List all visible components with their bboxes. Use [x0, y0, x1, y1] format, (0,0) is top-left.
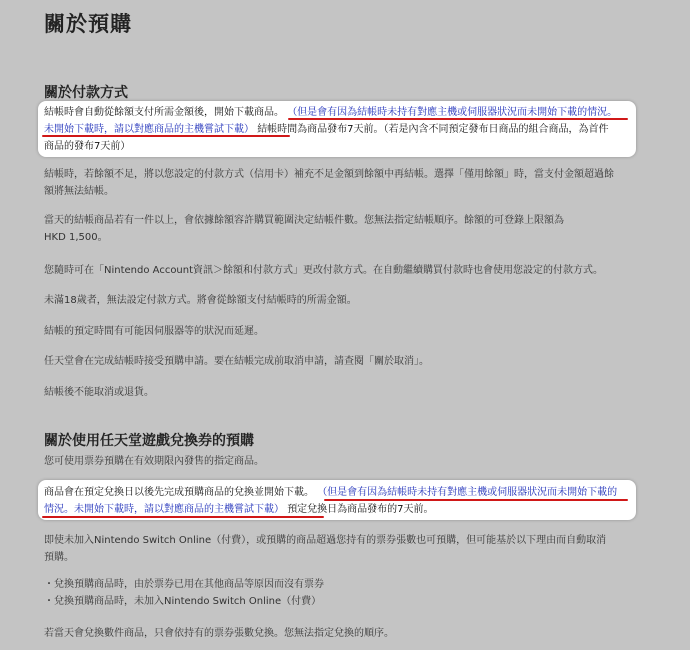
bullet-list	[44, 576, 634, 610]
paragraph	[44, 532, 634, 566]
red-underline	[324, 499, 628, 501]
highlight-box-voucher	[38, 480, 636, 520]
highlight-text: 結帳時間為商品發布7天前。（若是內含不同預定發布日商品的組合商品，為首件	[257, 124, 609, 135]
paragraph-line: 預購。	[44, 552, 74, 563]
paragraph-line: 額將無法結帳。	[44, 186, 114, 197]
paragraph: 任天堂會在完成結帳時接受預購申請。要在結帳完成前取消申請，請查閱「關於取消」。	[44, 356, 429, 367]
page-title: 關於預購	[44, 12, 132, 36]
paragraph: 您可使用票券預購在有效期限內發售的指定商品。	[44, 456, 264, 467]
paragraph: 您隨時可在「Nintendo Account資訊＞餘額和付款方式」更改付款方式。在自動繼續購買付款時也會使用您設定的付款方式。	[44, 265, 604, 276]
paragraph: 未滿18歲者，無法設定付款方式。將會從餘額支付結帳時的所需金額。	[44, 295, 357, 306]
highlight-caution-text: 情況。未開始下載時，請以對應商品的主機嘗試下載）	[44, 504, 284, 515]
highlight-box-payment	[38, 101, 636, 157]
section-heading-voucher: 關於使用任天堂遊戲兌換券的預購	[44, 433, 254, 449]
highlight-caution-text: （但是會有因為結帳時未持有對應主機或伺服器狀況而未開始下載的	[317, 487, 618, 498]
paragraph-line: 當天的結帳商品若有一件以上，會依據餘額容許購買範圍決定結帳件數。您無法指定結帳順序。餘額的可登錄上限額為	[44, 215, 564, 226]
highlight-line: 商品的發布7天前）	[44, 141, 131, 152]
paragraph	[44, 166, 634, 200]
paragraph: 結帳的預定時間有可能因伺服器等的狀況而延遲。	[44, 326, 264, 337]
highlight-caution-text: （但是會有因為結帳時未持有對應主機或伺服器狀況而未開始下載的情況。	[287, 107, 618, 118]
highlight-text: 結帳時會自動從餘額支付所需金額後，開始下載商品。	[44, 107, 284, 118]
highlight-caution-text: 未開始下載時，請以對應商品的主機嘗試下載）	[44, 124, 254, 135]
section-heading-payment: 關於付款方式	[44, 85, 128, 101]
highlight-text: 預定兌換日為商品發布的7天前。	[287, 504, 434, 515]
list-item: ・兌換預購商品時，未加入Nintendo Switch Online（付費）	[44, 596, 322, 607]
paragraph-line: HKD 1,500。	[44, 232, 108, 243]
paragraph: 若當天會兌換數件商品，只會依持有的票券張數兌換。您無法指定兌換的順序。	[44, 628, 394, 639]
paragraph	[44, 212, 634, 246]
red-underline	[42, 516, 324, 518]
paragraph-line: 即使未加入Nintendo Switch Online（付費），或預購的商品超過您持有的票券張數也可預購，但可能基於以下理由而自動取消	[44, 535, 607, 546]
red-underline	[288, 118, 628, 120]
highlight-text: 商品會在預定兌換日以後先完成預購商品的兌換並開始下載。	[44, 487, 314, 498]
list-item: ・兌換預購商品時，由於票券已用在其他商品等原因而沒有票券	[44, 579, 324, 590]
paragraph-line: 結帳時，若餘額不足，將以您設定的付款方式（信用卡）補充不足金額到餘額中再結帳。選擇「僅用餘額」時，當支付金額超過餘	[44, 169, 614, 180]
red-underline	[42, 135, 290, 137]
paragraph: 結帳後不能取消或退貨。	[44, 387, 154, 398]
